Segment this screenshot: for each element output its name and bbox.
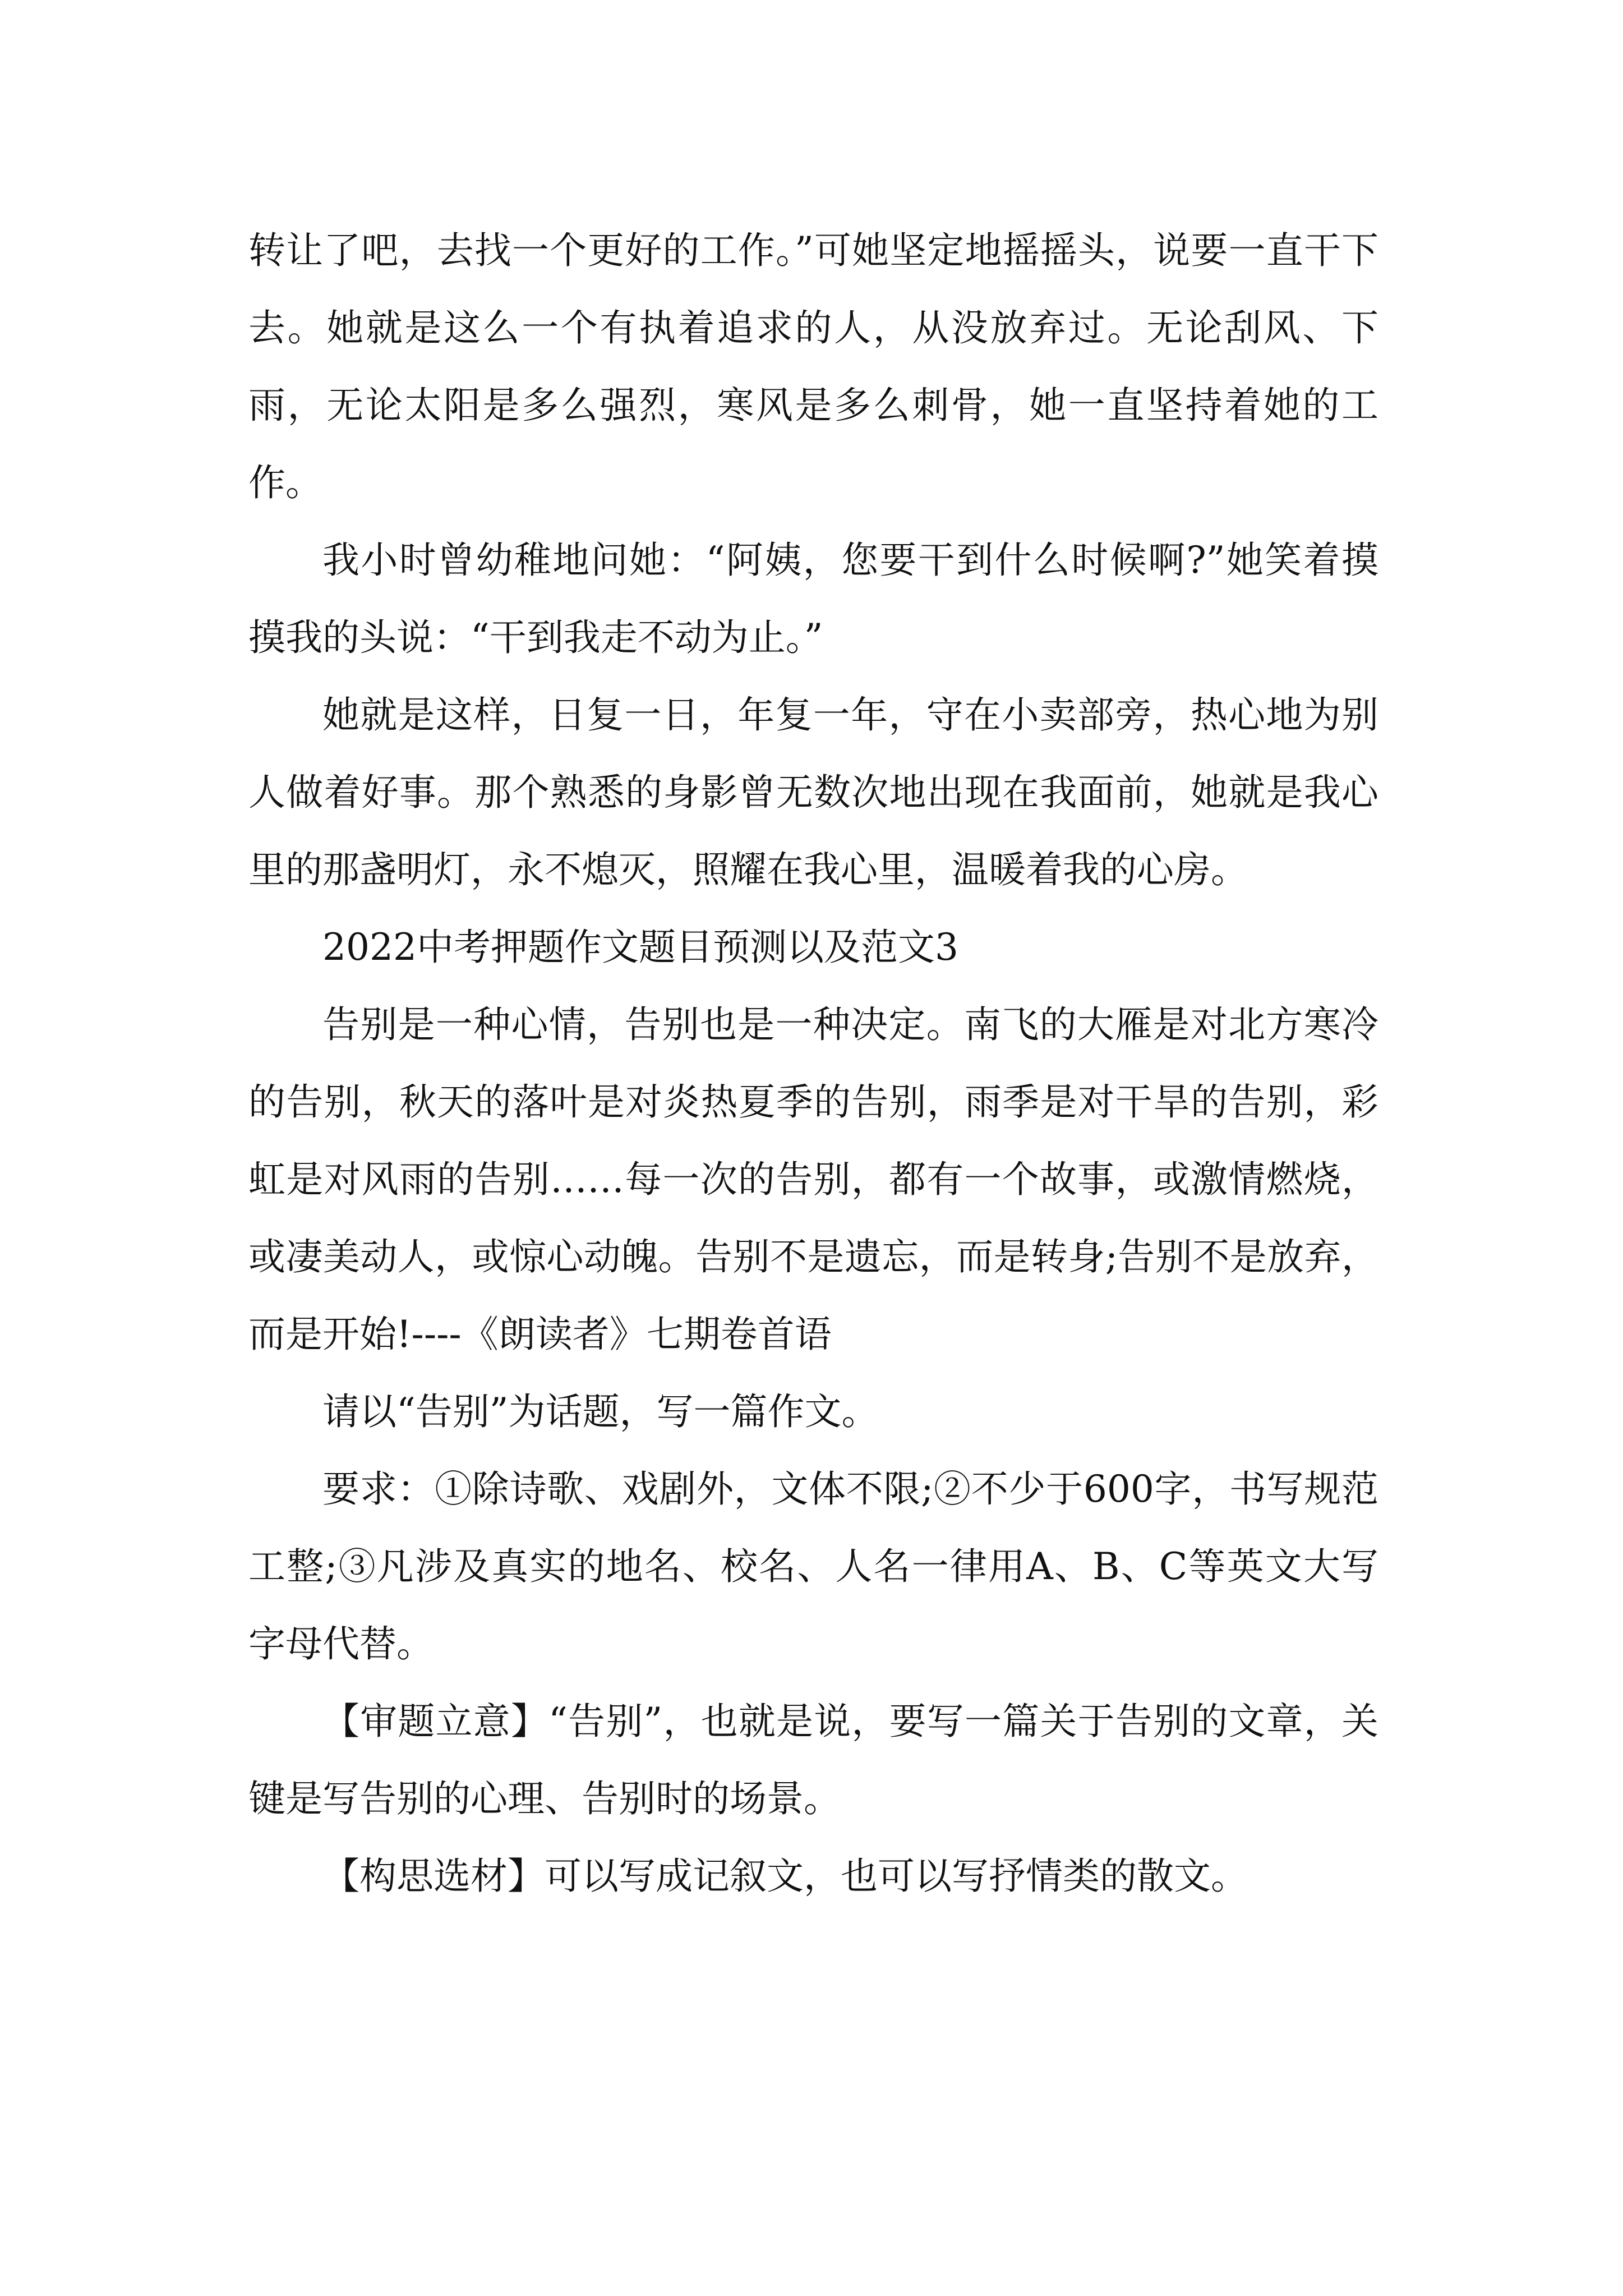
paragraph-2: 我小时曾幼稚地问她：“阿姨，您要干到什么时候啊?”她笑着摸摸我的头说：“干到我走不动为止。” <box>248 539 1378 659</box>
paragraph-7: 【审题立意】“告别”，也就是说，要写一篇关于告别的文章，关键是写告别的心理、告别时的场景。 <box>248 1700 1378 1820</box>
document-body <box>248 212 1378 1915</box>
paragraph-5: 请以“告别”为话题，写一篇作文。 <box>322 1390 879 1433</box>
paragraph-3: 她就是这样，日复一日，年复一年，守在小卖部旁，热心地为别人做着好事。那个熟悉的身影曾无数次地出现在我面前，她就是我心里的那盏明灯，永不熄灭，照耀在我心里，温暖着我的心房。 <box>248 693 1378 891</box>
paragraph-6: 要求：①除诗歌、戏剧外，文体不限;②不少于600字，书写规范工整;③凡涉及真实的地名、校名、人名一律用A、B、C等英文大写字母代替。 <box>248 1467 1378 1665</box>
section-heading: 2022中考押题作文题目预测以及范文3 <box>322 926 958 969</box>
paragraph-8: 【构思选材】可以写成记叙文，也可以写抒情类的散文。 <box>322 1855 1248 1898</box>
paragraph-1: 转让了吧，去找一个更好的工作。”可她坚定地摇摇头，说要一直干下去。她就是这么一个有执着追求的人，从没放弃过。无论刮风、下雨，无论太阳是多么强烈，寒风是多么刺骨，她一直坚持着她的工作。 <box>248 229 1378 504</box>
paragraph-4: 告别是一种心情，告别也是一种决定。南飞的大雁是对北方寒冷的告别，秋天的落叶是对炎热夏季的告别，雨季是对干旱的告别，彩虹是对风雨的告别……每一次的告别，都有一个故事，或激情燃烧，或凄美动人，或惊心动魄。告别不是遗忘，而是转身;告别不是放弃，而是开始!----《朗读者》七期卷首语 <box>248 1003 1378 1356</box>
